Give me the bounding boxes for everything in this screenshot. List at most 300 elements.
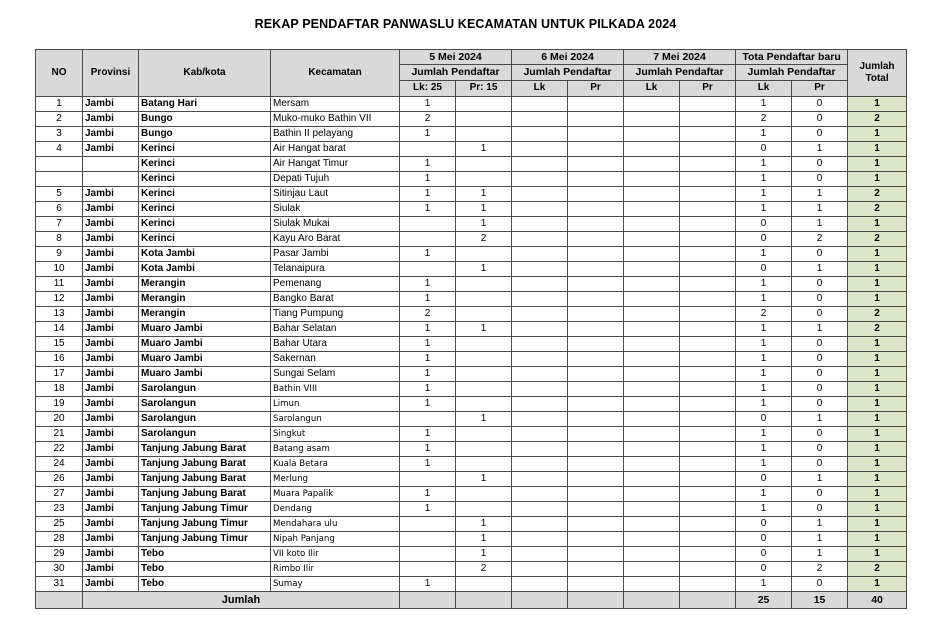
table-row [36,172,907,187]
row-kabkota: Kerinci [139,217,271,232]
table-row [36,277,907,292]
row-provinsi: Jambi [83,292,139,307]
row-total-baru-lk: 1 [736,247,792,262]
row-6mei-pr [568,487,624,502]
row-no: 22 [36,442,83,457]
row-total-baru-pr: 0 [792,397,848,412]
row-kecamatan: Pasar Jambi [271,247,400,262]
row-7mei-lk [624,352,680,367]
row-kabkota: Sarolangun [139,397,271,412]
summary-label: Jumlah [83,592,400,609]
row-5mei-pr [456,97,512,112]
row-total-baru-pr: 1 [792,262,848,277]
row-no: 6 [36,202,83,217]
row-total-baru-lk: 1 [736,487,792,502]
row-kecamatan: Siulak Mukai [271,217,400,232]
row-no: 12 [36,292,83,307]
row-kecamatan: Pemenang [271,277,400,292]
row-5mei-pr [456,172,512,187]
row-jumlah-total: 1 [848,277,907,292]
row-7mei-pr [680,487,736,502]
row-7mei-lk [624,127,680,142]
row-total-baru-lk: 1 [736,172,792,187]
row-6mei-lk [512,157,568,172]
row-7mei-lk [624,337,680,352]
row-7mei-lk [624,412,680,427]
row-7mei-pr [680,142,736,157]
row-provinsi: Jambi [83,202,139,217]
row-5mei-pr: 1 [456,412,512,427]
row-no: 7 [36,217,83,232]
row-total-baru-pr: 0 [792,337,848,352]
row-jumlah-total: 1 [848,502,907,517]
row-no: 20 [36,412,83,427]
row-7mei-lk [624,517,680,532]
row-7mei-lk [624,142,680,157]
row-provinsi: Jambi [83,532,139,547]
row-5mei-pr: 1 [456,472,512,487]
row-6mei-pr [568,232,624,247]
row-provinsi: Jambi [83,457,139,472]
row-6mei-lk [512,382,568,397]
header-sub-5mei: Jumlah Pendaftar [400,65,512,80]
row-7mei-lk [624,472,680,487]
row-5mei-pr [456,352,512,367]
row-7mei-lk [624,322,680,337]
header-sub-total-baru: Jumlah Pendaftar [736,65,848,80]
summary-5mei-pr [456,592,512,609]
row-6mei-lk [512,307,568,322]
row-kabkota: Merangin [139,292,271,307]
table-row [36,187,907,202]
row-7mei-pr [680,337,736,352]
row-total-baru-pr: 0 [792,427,848,442]
header-group-5mei: 5 Mei 2024 [400,50,512,65]
table-row [36,112,907,127]
row-total-baru-lk: 0 [736,562,792,577]
row-total-baru-pr: 1 [792,322,848,337]
row-total-baru-pr: 0 [792,172,848,187]
row-no: 16 [36,352,83,367]
row-jumlah-total: 1 [848,127,907,142]
row-total-baru-lk: 0 [736,547,792,562]
row-no: 13 [36,307,83,322]
row-jumlah-total: 1 [848,382,907,397]
row-provinsi: Jambi [83,502,139,517]
row-6mei-lk [512,322,568,337]
row-5mei-lk: 1 [400,487,456,502]
row-kabkota: Kerinci [139,142,271,157]
row-6mei-lk [512,457,568,472]
row-no: 24 [36,457,83,472]
row-5mei-pr: 1 [456,202,512,217]
row-total-baru-lk: 0 [736,412,792,427]
row-total-baru-pr: 0 [792,157,848,172]
row-6mei-pr [568,157,624,172]
row-7mei-lk [624,277,680,292]
row-5mei-lk: 2 [400,307,456,322]
row-total-baru-lk: 1 [736,337,792,352]
row-5mei-lk: 1 [400,337,456,352]
table-row [36,427,907,442]
row-provinsi: Jambi [83,397,139,412]
row-5mei-pr: 1 [456,532,512,547]
row-total-baru-pr: 0 [792,487,848,502]
row-6mei-lk [512,277,568,292]
row-5mei-pr [456,112,512,127]
row-no: 17 [36,367,83,382]
row-7mei-pr [680,427,736,442]
row-total-baru-lk: 1 [736,442,792,457]
row-jumlah-total: 1 [848,397,907,412]
table-row [36,547,907,562]
row-no [36,172,83,187]
row-5mei-lk: 1 [400,457,456,472]
row-6mei-lk [512,472,568,487]
row-6mei-pr [568,457,624,472]
row-7mei-pr [680,232,736,247]
row-no: 3 [36,127,83,142]
table-row [36,517,907,532]
row-5mei-pr: 2 [456,562,512,577]
row-6mei-lk [512,412,568,427]
row-provinsi: Jambi [83,427,139,442]
row-6mei-lk [512,532,568,547]
row-provinsi: Jambi [83,562,139,577]
table-row [36,502,907,517]
row-kecamatan: Tiang Pumpung [271,307,400,322]
row-7mei-lk [624,427,680,442]
row-kabkota: Kerinci [139,172,271,187]
row-6mei-lk [512,232,568,247]
row-no: 9 [36,247,83,262]
row-no: 31 [36,577,83,592]
row-jumlah-total: 1 [848,247,907,262]
row-5mei-lk: 1 [400,172,456,187]
row-jumlah-total: 2 [848,232,907,247]
row-total-baru-lk: 2 [736,307,792,322]
row-total-baru-pr: 0 [792,292,848,307]
table-row [36,157,907,172]
row-total-baru-pr: 1 [792,532,848,547]
row-provinsi: Jambi [83,382,139,397]
row-7mei-lk [624,397,680,412]
row-7mei-pr [680,247,736,262]
row-provinsi: Jambi [83,322,139,337]
row-kecamatan: Telanaipura [271,262,400,277]
row-total-baru-pr: 0 [792,457,848,472]
row-jumlah-total: 1 [848,262,907,277]
row-provinsi: Jambi [83,472,139,487]
header-jumlah-total [848,50,907,97]
row-5mei-pr [456,247,512,262]
row-6mei-lk [512,442,568,457]
row-no: 14 [36,322,83,337]
row-kecamatan: Sakernan [271,352,400,367]
row-no: 30 [36,562,83,577]
row-6mei-pr [568,517,624,532]
header-group-7mei: 7 Mei 2024 [624,50,736,65]
row-no: 26 [36,472,83,487]
row-kecamatan: Sitinjau Laut [271,187,400,202]
table-row [36,487,907,502]
row-7mei-lk [624,307,680,322]
row-7mei-pr [680,367,736,382]
row-7mei-pr [680,412,736,427]
table-row [36,352,907,367]
row-7mei-lk [624,112,680,127]
row-5mei-pr [456,382,512,397]
row-7mei-pr [680,502,736,517]
row-5mei-pr [456,367,512,382]
table-row [36,367,907,382]
table-row [36,397,907,412]
row-6mei-pr [568,262,624,277]
row-5mei-pr: 1 [456,217,512,232]
row-kabkota: Muaro Jambi [139,322,271,337]
row-5mei-lk: 1 [400,322,456,337]
summary-jumlah-total: 40 [848,592,907,609]
row-provinsi: Jambi [83,217,139,232]
row-no: 11 [36,277,83,292]
row-6mei-pr [568,127,624,142]
row-jumlah-total: 2 [848,202,907,217]
row-kecamatan: Singkut [271,427,400,442]
row-kabkota: Kota Jambi [139,262,271,277]
row-5mei-pr [456,502,512,517]
row-7mei-lk [624,292,680,307]
row-6mei-pr [568,187,624,202]
row-7mei-pr [680,322,736,337]
recap-table-container [35,49,898,609]
row-kecamatan: Siulak [271,202,400,217]
row-5mei-lk: 1 [400,247,456,262]
row-5mei-lk: 1 [400,442,456,457]
row-kabkota: Sarolangun [139,382,271,397]
row-kecamatan: Muara Papalik [271,487,400,502]
row-total-baru-pr: 0 [792,277,848,292]
row-provinsi: Jambi [83,112,139,127]
row-kecamatan: Dendang [271,502,400,517]
summary-total-baru-pr: 15 [792,592,848,609]
row-no: 27 [36,487,83,502]
row-7mei-pr [680,127,736,142]
header-6mei-pr: Pr [568,80,624,96]
row-provinsi: Jambi [83,367,139,382]
row-7mei-lk [624,577,680,592]
row-7mei-lk [624,217,680,232]
row-total-baru-lk: 0 [736,217,792,232]
row-kecamatan: Bangko Barat [271,292,400,307]
row-5mei-lk: 1 [400,202,456,217]
row-5mei-lk: 1 [400,97,456,112]
row-kecamatan: Sarolangun [271,412,400,427]
row-7mei-pr [680,397,736,412]
row-7mei-lk [624,457,680,472]
row-6mei-pr [568,577,624,592]
row-7mei-lk [624,382,680,397]
row-total-baru-lk: 0 [736,517,792,532]
header-5mei-pr: Pr: 15 [456,80,512,96]
header-total-baru-pr: Pr [792,80,848,96]
row-7mei-pr [680,382,736,397]
row-5mei-lk [400,562,456,577]
row-jumlah-total: 1 [848,547,907,562]
table-row [36,232,907,247]
row-total-baru-lk: 1 [736,382,792,397]
header-7mei-lk: Lk [624,80,680,96]
row-7mei-pr [680,562,736,577]
table-row [36,322,907,337]
row-total-baru-pr: 1 [792,202,848,217]
row-kecamatan: Air Hangat Timur [271,157,400,172]
row-jumlah-total: 1 [848,442,907,457]
row-kabkota: Tanjung Jabung Barat [139,487,271,502]
table-footer [36,592,907,609]
row-5mei-pr [456,307,512,322]
row-provinsi: Jambi [83,337,139,352]
row-5mei-lk: 1 [400,187,456,202]
row-5mei-lk [400,142,456,157]
row-total-baru-lk: 0 [736,142,792,157]
row-provinsi: Jambi [83,352,139,367]
table-row [36,202,907,217]
row-no: 8 [36,232,83,247]
table-row [36,577,907,592]
row-7mei-lk [624,172,680,187]
summary-6mei-lk [512,592,568,609]
row-kecamatan: Bahar Utara [271,337,400,352]
row-kecamatan: Air Hangat barat [271,142,400,157]
row-kecamatan: Rimbo Ilir [271,562,400,577]
row-6mei-pr [568,277,624,292]
row-7mei-pr [680,112,736,127]
header-provinsi: Provinsi [83,50,139,97]
row-jumlah-total: 1 [848,427,907,442]
row-kecamatan: Sungai Selam [271,367,400,382]
row-provinsi: Jambi [83,127,139,142]
row-6mei-pr [568,337,624,352]
summary-7mei-pr [680,592,736,609]
header-5mei-lk: Lk: 25 [400,80,456,96]
row-6mei-pr [568,247,624,262]
row-provinsi: Jambi [83,412,139,427]
row-kabkota: Tanjung Jabung Barat [139,472,271,487]
table-body [36,97,907,592]
row-7mei-lk [624,262,680,277]
row-total-baru-pr: 0 [792,97,848,112]
row-7mei-lk [624,202,680,217]
header-total-baru-lk: Lk [736,80,792,96]
row-jumlah-total: 1 [848,217,907,232]
row-total-baru-lk: 1 [736,577,792,592]
summary-total-baru-lk: 25 [736,592,792,609]
row-7mei-pr [680,352,736,367]
row-total-baru-lk: 2 [736,112,792,127]
row-kabkota: Tanjung Jabung Barat [139,442,271,457]
row-no: 10 [36,262,83,277]
row-5mei-pr [456,337,512,352]
row-no [36,157,83,172]
table-row [36,142,907,157]
table-row [36,442,907,457]
row-kabkota: Muaro Jambi [139,367,271,382]
header-sub-7mei: Jumlah Pendaftar [624,65,736,80]
row-kecamatan: Depati Tujuh [271,172,400,187]
row-total-baru-lk: 1 [736,457,792,472]
row-5mei-pr [456,442,512,457]
table-row [36,247,907,262]
row-6mei-lk [512,427,568,442]
row-7mei-lk [624,232,680,247]
header-kecamatan: Kecamatan [271,50,400,97]
row-jumlah-total: 1 [848,412,907,427]
row-6mei-pr [568,442,624,457]
row-jumlah-total: 1 [848,532,907,547]
row-6mei-lk [512,217,568,232]
row-kabkota: Tebo [139,562,271,577]
row-total-baru-lk: 0 [736,472,792,487]
row-jumlah-total: 1 [848,457,907,472]
row-provinsi: Jambi [83,247,139,262]
summary-row [36,592,907,609]
row-total-baru-lk: 0 [736,532,792,547]
row-total-baru-lk: 0 [736,232,792,247]
row-6mei-lk [512,337,568,352]
row-kabkota: Kota Jambi [139,247,271,262]
row-6mei-lk [512,352,568,367]
row-no: 28 [36,532,83,547]
row-total-baru-pr: 1 [792,547,848,562]
row-7mei-lk [624,562,680,577]
row-5mei-pr: 1 [456,187,512,202]
summary-7mei-lk [624,592,680,609]
row-7mei-pr [680,262,736,277]
row-kabkota: Merangin [139,307,271,322]
row-7mei-pr [680,277,736,292]
row-6mei-lk [512,247,568,262]
row-kabkota: Tebo [139,577,271,592]
row-5mei-lk: 1 [400,277,456,292]
row-7mei-lk [624,487,680,502]
row-total-baru-lk: 1 [736,187,792,202]
row-5mei-lk: 1 [400,352,456,367]
row-jumlah-total: 1 [848,517,907,532]
row-kecamatan: Kuala Betara [271,457,400,472]
row-no: 4 [36,142,83,157]
row-7mei-pr [680,187,736,202]
row-total-baru-lk: 1 [736,397,792,412]
row-jumlah-total: 1 [848,142,907,157]
row-provinsi: Jambi [83,307,139,322]
row-5mei-lk [400,217,456,232]
row-jumlah-total: 2 [848,112,907,127]
row-6mei-pr [568,547,624,562]
row-kabkota: Merangin [139,277,271,292]
row-total-baru-pr: 0 [792,307,848,322]
row-7mei-pr [680,157,736,172]
row-6mei-lk [512,562,568,577]
row-5mei-lk: 1 [400,397,456,412]
row-5mei-pr [456,487,512,502]
row-kabkota: Tanjung Jabung Barat [139,457,271,472]
row-kabkota: Sarolangun [139,412,271,427]
row-7mei-lk [624,442,680,457]
row-7mei-pr [680,472,736,487]
row-6mei-lk [512,547,568,562]
row-5mei-pr [456,577,512,592]
row-kabkota: Batang Hari [139,97,271,112]
